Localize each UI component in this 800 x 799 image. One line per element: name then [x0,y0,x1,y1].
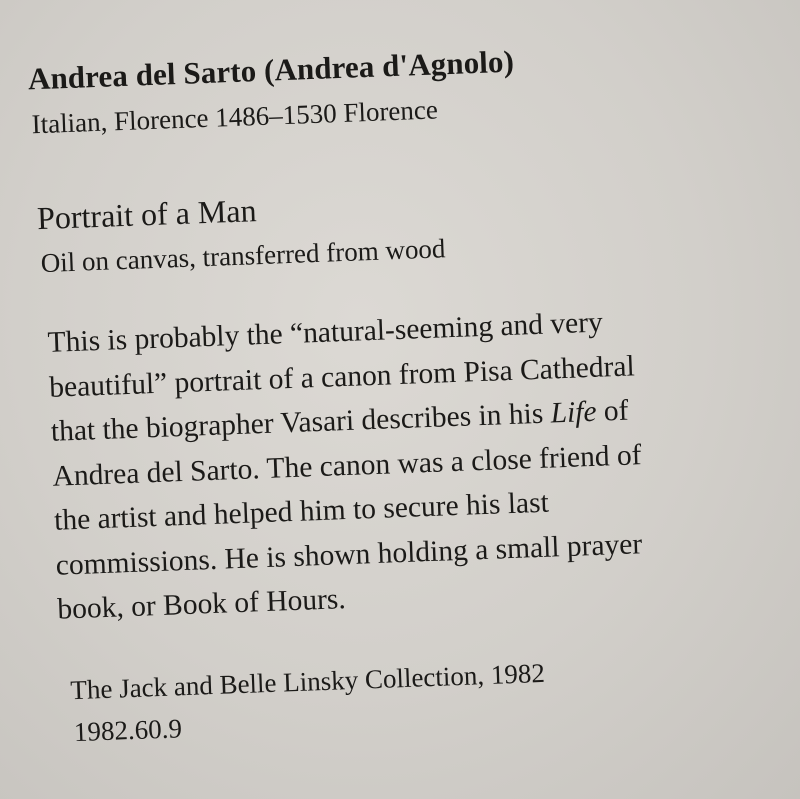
description-line: This is probably the “natural-seeming and very [47,306,604,359]
artwork-description [47,299,647,632]
description-line: Andrea del Sarto. The canon was a close friend of [51,438,643,493]
description-line: that the biographer Vasari describes in his Life of [50,394,630,448]
credit-line: The Jack and Belle Linsky Collection, 1982 [69,657,546,706]
description-line: beautiful” portrait of a canon from Pisa Cathedral [48,349,636,404]
description-line: the artist and helped him to secure his last [53,486,550,537]
accession-number: 1982.60.9 [73,713,183,748]
artist-origin: Italian, Florence 1486–1530 Florence [31,94,439,140]
description-line: commissions. He is shown holding a small prayer [55,527,643,582]
artwork-title: Portrait of a Man [36,192,258,237]
description-line: book, or Book of Hours. [56,583,347,626]
artist-name: Andrea del Sarto (Andrea d'Agnolo) [27,43,515,97]
artwork-medium: Oil on canvas, transferred from wood [40,233,446,279]
